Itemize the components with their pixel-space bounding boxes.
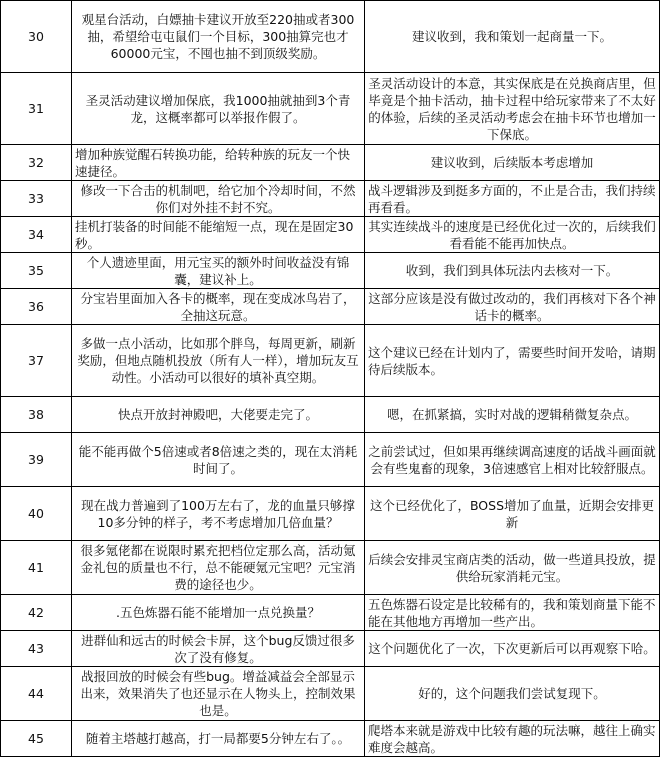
table-row [1,631,660,667]
table-row [1,433,660,487]
answer-cell: 建议收到，我和策划一起商量一下。 [365,1,660,73]
question-cell: 挂机打装备的时间能不能缩短一点，现在是固定30秒。 [72,217,365,253]
answer-cell: 圣灵活动设计的本意，其实保底是在兑换商店里，但毕竟是个抽卡活动，抽卡过程中给玩家带来了不太好的体验，后续的圣灵活动考虑会在抽卡环节也增加一下保底。 [365,73,660,145]
table-row [1,667,660,721]
answer-cell: 建议收到，后续版本考虑增加 [365,145,660,181]
row-number: 32 [1,145,72,181]
answer-cell: 这个问题优化了一次，下次更新后可以再观察下哈。 [365,631,660,667]
table-row [1,325,660,397]
question-cell: 现在战力普遍到了100万左右了，龙的血量只够撑10多分钟的样子，考不考虑增加几倍血量？ [72,487,365,541]
question-cell: 很多氪佬都在说限时累充把档位定那么高，活动氪金礼包的质量也不行，总不能硬氪元宝吧？元宝消费的途径也少。 [72,541,365,595]
question-cell: 圣灵活动建议增加保底，我1000抽就抽到3个青龙，这概率都可以举报作假了。 [72,73,365,145]
answer-cell: 之前尝试过，但如果再继续调高速度的话战斗画面就会有些鬼畜的现象，3倍速感官上相对比较舒服点。 [365,433,660,487]
row-number: 37 [1,325,72,397]
table-row [1,397,660,433]
question-cell: 快点开放封神殿吧，大佬要走完了。 [72,397,365,433]
answer-cell: 嗯，在抓紧搞，实时对战的逻辑稍微复杂点。 [365,397,660,433]
question-cell: 能不能再做个5倍速或者8倍速之类的，现在太消耗时间了。 [72,433,365,487]
answer-cell: 爬塔本来就是游戏中比较有趣的玩法嘛，越往上确实难度会越高。 [365,721,660,757]
question-cell: 进群仙和远古的时候会卡屏，这个bug反馈过很多次了没有修复。 [72,631,365,667]
row-number: 35 [1,253,72,289]
row-number: 39 [1,433,72,487]
row-number: 33 [1,181,72,217]
question-cell: 修改一下合击的机制吧，给它加个冷却时间，不然你们对外挂不封不究。 [72,181,365,217]
row-number: 31 [1,73,72,145]
answer-cell: 其实连续战斗的速度是已经优化过一次的，后续我们看看能不能再加快点。 [365,217,660,253]
feedback-table-body [1,1,660,757]
answer-cell: 这个建议已经在计划内了，需要些时间开发哈，请期待后续版本。 [365,325,660,397]
row-number: 45 [1,721,72,757]
table-row [1,73,660,145]
row-number: 41 [1,541,72,595]
table-row [1,145,660,181]
table-row [1,1,660,73]
row-number: 40 [1,487,72,541]
answer-cell: 五色炼器石设定是比较稀有的，我和策划商量下能不能在其他地方再增加一些产出。 [365,595,660,631]
question-cell: 随着主塔越打越高，打一局都要5分钟左右了。。 [72,721,365,757]
answer-cell: 这个已经优化了，BOSS增加了血量，近期会安排更新 [365,487,660,541]
answer-cell: 战斗逻辑涉及到挺多方面的，不止是合击，我们持续再看看。 [365,181,660,217]
question-cell: 个人遗迹里面，用元宝买的额外时间收益没有锦囊，建议补上。 [72,253,365,289]
table-row [1,721,660,757]
question-cell: 多做一点小活动，比如那个胖鸟，每周更新，刷新奖励，但地点随机投放（所有人一样），增加玩友互动性。小活动可以很好的填补真空期。 [72,325,365,397]
answer-cell: 这部分应该是没有做过改动的，我们再核对下各个神话卡的概率。 [365,289,660,325]
row-number: 30 [1,1,72,73]
row-number: 38 [1,397,72,433]
row-number: 42 [1,595,72,631]
row-number: 34 [1,217,72,253]
answer-cell: 好的，这个问题我们尝试复现下。 [365,667,660,721]
row-number: 43 [1,631,72,667]
table-row [1,181,660,217]
row-number: 36 [1,289,72,325]
question-cell: 分宝岩里面加入各卡的概率，现在变成冰鸟岩了，全抽这玩意。 [72,289,365,325]
table-row [1,487,660,541]
row-number: 44 [1,667,72,721]
table-row [1,289,660,325]
table-row [1,541,660,595]
question-cell: .五色炼器石能不能增加一点兑换量？ [72,595,365,631]
table-row [1,253,660,289]
question-cell: 观星台活动，白嫖抽卡建议开放至220抽或者300抽，希望给屯屯鼠们一个目标，300抽算完也才60000元宝，不囤也抽不到顶级奖励。 [72,1,365,73]
question-cell: 战报回放的时候会有些bug。增益减益会全部显示出来，效果消失了也还显示在人物头上，控制效果也是。 [72,667,365,721]
table-row [1,595,660,631]
answer-cell: 后续会安排灵宝商店类的活动，做一些道具投放，提供给玩家消耗元宝。 [365,541,660,595]
question-cell: 增加种族觉醒石转换功能，给转种族的玩友一个快速捷径。 [72,145,365,181]
table-row [1,217,660,253]
answer-cell: 收到，我们到具体玩法内去核对一下。 [365,253,660,289]
